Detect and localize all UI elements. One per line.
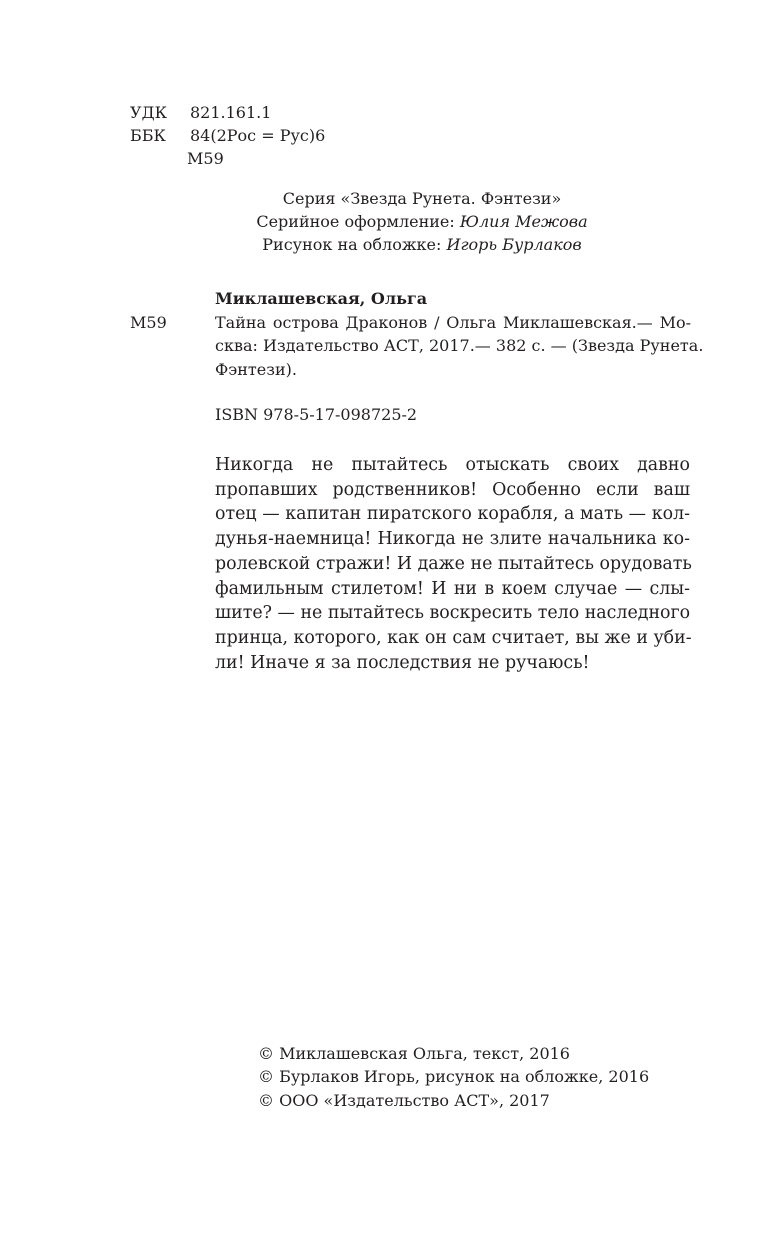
annotation-line: отец — капитан пиратского корабля, а мать — кол-: [215, 504, 690, 525]
series-design-label: Серийное оформление:: [256, 212, 460, 231]
cover-illustration-label: Рисунок на обложке:: [262, 235, 447, 254]
copyright-line: © Бурлаков Игорь, рисунок на обложке, 2016: [258, 1067, 650, 1087]
udk-value: 821.161.1: [190, 103, 272, 122]
udk-label: УДК: [130, 103, 167, 122]
cover-illustration-name: Игорь Бурлаков: [446, 235, 582, 254]
copyright-line: © Миклашевская Ольга, текст, 2016: [258, 1044, 570, 1063]
copyright-line: © ООО «Издательство АСТ», 2017: [258, 1090, 550, 1110]
series-title: Серия «Звезда Рунета. Фэнтези»: [282, 189, 562, 208]
bibliographic-description: [215, 311, 704, 381]
annotation-line: шите? — не пытайтесь воскресить тело наследного: [215, 603, 691, 624]
annotation-line: фамильным стилетом! И ни в коем случае — слы-: [215, 578, 690, 599]
annotation-line: Никогда не пытайтесь отыскать своих давно: [215, 455, 690, 475]
series-design-line: [230, 210, 614, 233]
annotation-line: пропавших родственников! Особенно если ваш: [215, 479, 690, 500]
author-heading: Миклашевская, Ольга: [215, 289, 428, 308]
annotation-line: дунья-наемница! Никогда не злите начальника ко-: [215, 529, 690, 550]
copyright-block: [258, 1042, 649, 1112]
bib-line-2: сква: Издательство АСТ, 2017.— 382 с. — (Звезда Рунета.: [215, 336, 704, 356]
bib-line-1: Тайна острова Драконов / Ольга Миклашевская.— Мо-: [215, 313, 691, 332]
annotation-line: принца, которого, как он сам считает, вы же и уби-: [215, 627, 692, 648]
author-mark-top: М59: [187, 149, 224, 168]
annotation-line: ли! Иначе я за последствия не ручаюсь!: [215, 652, 590, 673]
bbk-value: 84(2Рос = Рус)6: [190, 126, 326, 145]
author-mark-record: М59: [130, 313, 167, 332]
series-design-name: Юлия Межова: [459, 212, 588, 231]
series-block: [230, 187, 614, 256]
cover-illustration-line: [230, 233, 614, 256]
isbn: ISBN 978-5-17-098725-2: [215, 405, 418, 424]
annotation-paragraph: [215, 453, 690, 675]
annotation-line: ролевской стражи! И даже не пытайтесь орудовать: [215, 553, 692, 574]
bbk-label: ББК: [130, 126, 166, 145]
bib-line-3: Фэнтези).: [215, 359, 297, 379]
